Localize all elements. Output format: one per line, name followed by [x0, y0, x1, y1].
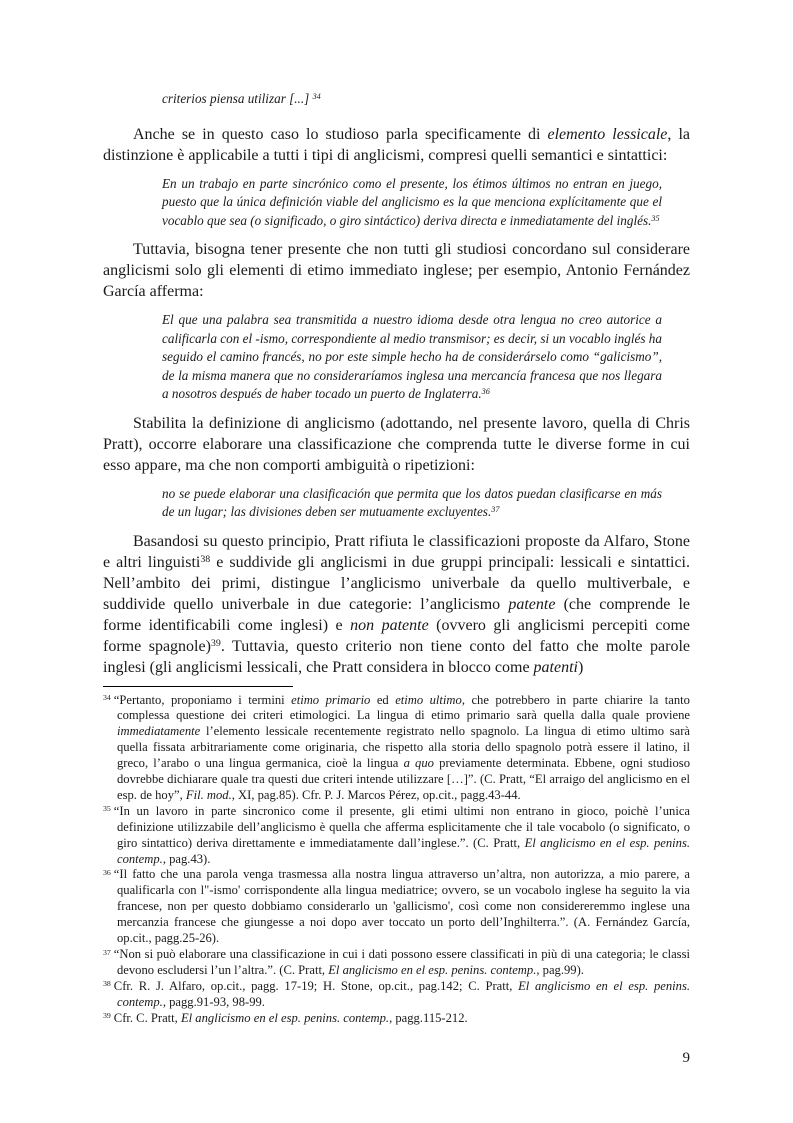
footnote-separator-rule: [103, 686, 293, 687]
footnotes-section: [103, 686, 690, 1027]
footnote-34-number: 34: [103, 693, 111, 702]
footnote-36: [103, 867, 690, 947]
footnote-39-number: 39: [103, 1011, 111, 1021]
footnote-38-number: 38: [103, 979, 111, 989]
footnote-39: [103, 1011, 690, 1027]
footnote-34-text: “Pertanto, proponiamo i termini etimo primario ed etimo ultimo, che potrebbero in parte chiarire la tanto complessa questione dei criteri etimologici. La lingua di etimo primario sarà quella dalla quale proviene immediatamente l’elemento lessicale recentemente registrato nello spagnolo. La lingua di etimo ultimo sarà quella fissata arbitrariamente come originaria, che rispetto alla storia dello spagnolo potrà essere il latino, il greco, l’arabo o una lingua germanica, cioè la lingua a quo previamente determinata. Ebbene, ogni studioso dovrebbe dichiarare quale tra questi due criteri intende utilizzare […]”. (C. Pratt, “El arraigo del anglicismo en el esp. de hoy”, Fil. mod., XI, pag.85). Cfr. P. J. Marcos Pérez, op.cit., pagg.43-44.: [113, 692, 691, 802]
quote-no-se-puede: no se puede elaborar una clasificación que permita que los datos puedan clasificarse en más de un lugar; las divisiones deben ser mutuamente excluyentes.$^{37}$: [162, 485, 662, 519]
footnote-39-text: Cfr. C. Pratt, El anglicismo en el esp. penins. contemp., pagg.115-212.: [113, 1010, 468, 1025]
quote-criterios: criterios piensa utilizar [...] $^{34}$: [162, 91, 321, 106]
quote-en-un-trabajo: En un trabajo en parte sincrónico como el presente, los étimos últimos no entran en juego, puesto que la única definición viable del anglicismo es la que menciona explícitamente que el vocablo que sea (o significado, o giro sintáctico) deriva directa e inmediatamente del inglés.$^{35}$: [162, 175, 662, 228]
footnote-38-text: Cfr. R. J. Alfaro, op.cit., pagg. 17-19; H. Stone, op.cit., pag.142; C. Pratt, El anglicismo en el esp. penins. contemp., pagg.91-93, 98-99.: [113, 978, 690, 1009]
paragraph-basandosi: Basandosi su questo principio, Pratt rifiuta le classificazioni proposte da Alfaro, Stone e altri linguisti$^{38}$ e suddivide gli anglicismi in due gruppi principali: lessicali e sintattici. Nell’ambito dei primi, distingue l’anglicismo univerbale da quello multiverbale, e suddivide quello univerbale in due categorie: l’anglicismo patente (che comprende le forme identificabili come inglesi) e non patente (ovvero gli anglicismi percepiti come forme spagnole)$^{39}$. Tuttavia, questo criterio non tiene conto del fatto che molte parole inglesi (gli anglicismi lessicali, che Pratt considera in blocco come patenti): [103, 532, 691, 676]
footnote-38: [103, 979, 690, 1011]
footnote-37-number: 37: [103, 947, 111, 957]
footnote-37-text: “Non si può elaborare una classificazione in cui i dati possono essere classificati in più di una categoria; le classi devono escludersi l’un l’altra.”. (C. Pratt, El anglicismo en el esp. penins. contemp., pag.99).: [113, 947, 690, 977]
footnote-36-number: 36: [103, 867, 111, 877]
paragraph-anche: Anche se in questo caso lo studioso parla specificamente di elemento lessicale, la distinzione è applicabile a tutti i tipi di anglicismi, compresi quelli semantici e sintattici:: [103, 125, 691, 164]
footnote-37: [103, 947, 690, 979]
footnote-36-text: “Il fatto che una parola venga trasmessa alla nostra lingua attraverso un’altra, non autorizza, a mio parere, a qualificarla con l"-ismo' corrispondente alla lingua mediatrice; ovvero, se un vocabolo inglese ha seguito la via francese, non per questo dobbiamo considerarlo un 'gallicismo', così come non considereremmo inglese una mercanzia francese che giungesse a noi dopo aver toccato un porto dell’Inghilterra.”. (A. Fernández García, op.cit., pagg.25-26).: [113, 867, 690, 946]
paragraph-stabilita: Stabilita la definizione di anglicismo (adottando, nel presente lavoro, quella di Chris Pratt), occorre elaborare una classificazione che comprenda tutte le diverse forme in cui esso appare, ma che non comporti ambiguità o ripetizioni:: [103, 414, 690, 474]
footnote-34: [103, 693, 690, 804]
paragraph-tuttavia: Tuttavia, bisogna tener presente che non tutti gli studiosi concordano sul considerare anglicismi solo gli elementi di etimo immediato inglese; per esempio, Antonio Fernández García afferma:: [103, 241, 690, 300]
footnote-35: [103, 804, 690, 868]
page-number: 9: [682, 1050, 690, 1066]
quote-el-que-una-palabra: El que una palabra sea transmitida a nuestro idioma desde otra lengua no creo autorice a calificarla con el -ismo, correspondiente al medio transmisor; es decir, si un vocablo inglés ha seguido el camino francés, no por este simple hecho ha de considerárselo como “galicismo”, de la misma manera que no consideraríamos inglesa una mercancía francesa que nos llegara a nosotros después de haber tocado un puerto de Inglaterra.$^{36}$: [162, 312, 662, 401]
footnote-35-number: 35: [103, 804, 111, 814]
footnote-35-text: “In un lavoro in parte sincronico come il presente, gli etimi ultimi non entrano in gioco, poichè l’unica definizione utilizzabile dell’anglicismo è quella che afferma esplicitamente che il tale vocabolo (o significato, o giro sintattico) deriva direttamente e immediatamente dall’inglese.”. (C. Pratt, El anglicismo en el esp. penins. contemp., pag.43).: [113, 803, 691, 866]
